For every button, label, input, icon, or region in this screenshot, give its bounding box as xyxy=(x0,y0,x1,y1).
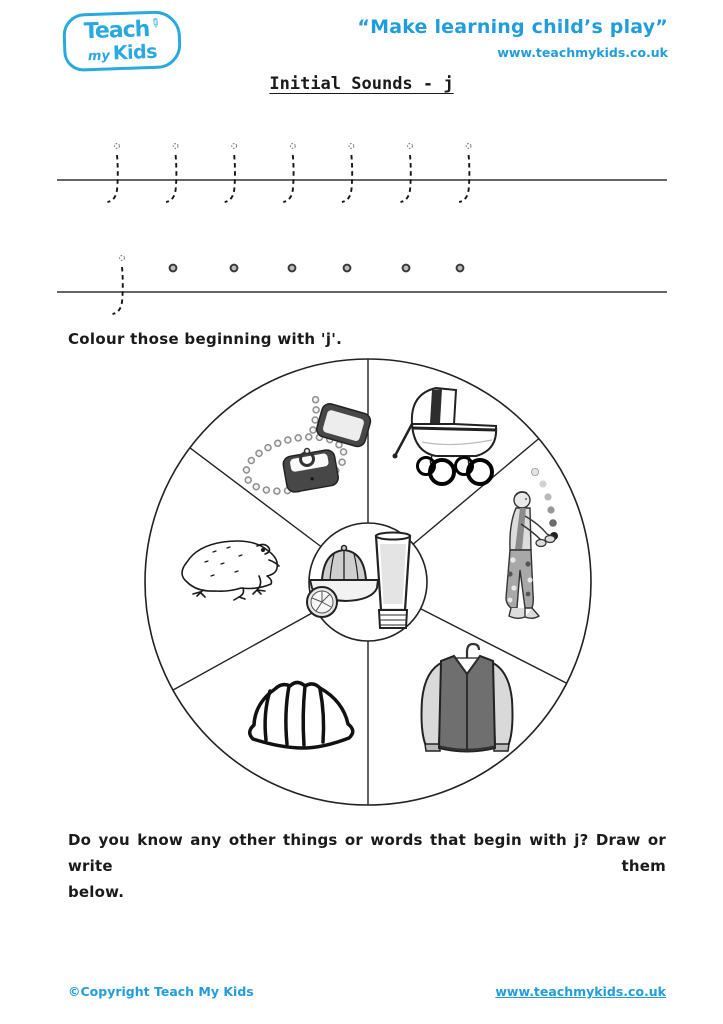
logo-text-kids: Kids xyxy=(112,40,158,64)
header-website: www.teachmykids.co.uk xyxy=(497,45,668,60)
page-title: Initial Sounds - j xyxy=(269,74,454,94)
extend-instruction-line1: Do you know any other things or words that begin with j? Draw or write them xyxy=(68,831,666,875)
logo-text-my: my xyxy=(87,47,111,64)
teach-my-kids-logo xyxy=(62,10,182,72)
logo-word-teach xyxy=(83,14,163,44)
letter-tracing-practice[interactable] xyxy=(0,125,723,335)
footer-website-link[interactable]: www.teachmykids.co.uk xyxy=(495,984,666,999)
footer-copyright: ©Copyright Teach My Kids xyxy=(68,984,254,999)
logo-text-teach: Teach xyxy=(83,16,150,44)
colour-instruction: Colour those beginning with 'j'. xyxy=(68,330,343,348)
pencil-icon: ✎ xyxy=(146,14,163,31)
start-dots xyxy=(170,265,464,272)
picture-wheel[interactable] xyxy=(140,350,600,820)
extend-instruction xyxy=(68,827,666,905)
extend-instruction-line2: below. xyxy=(68,883,125,901)
slogan: “Make learning child’s play” xyxy=(357,16,668,38)
